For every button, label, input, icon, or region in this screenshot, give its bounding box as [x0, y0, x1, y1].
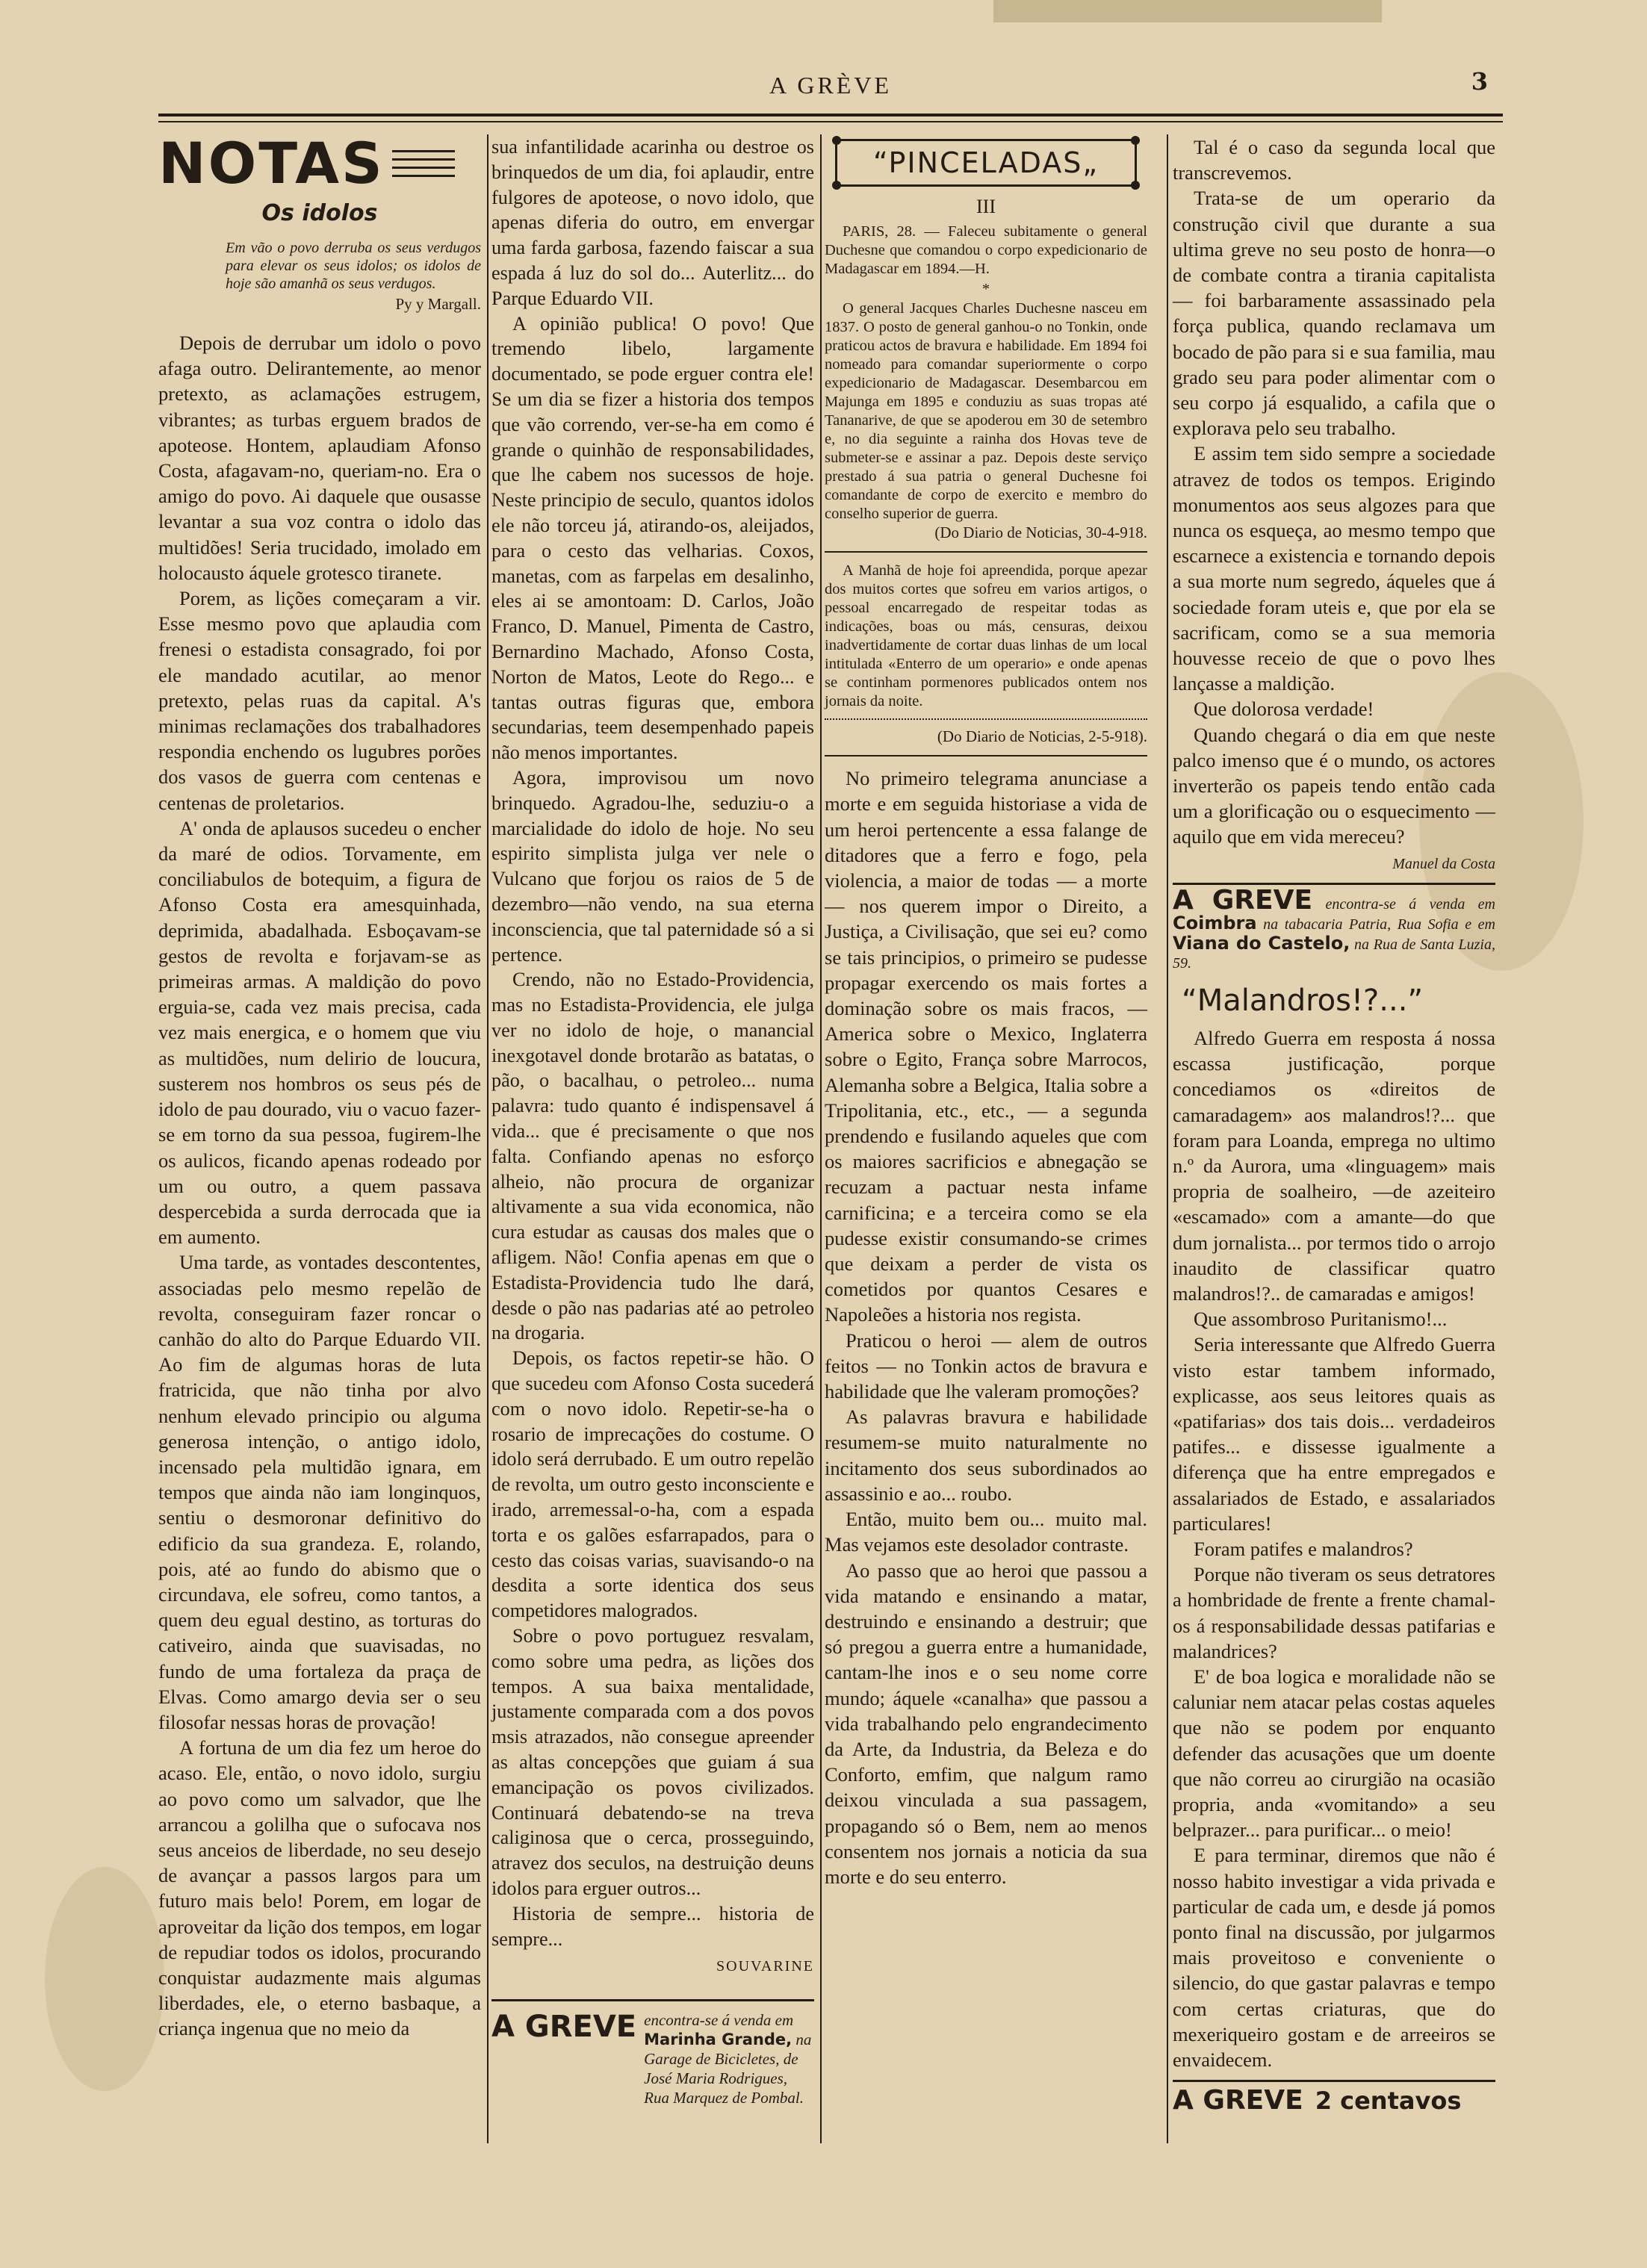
heading-ornament — [392, 150, 455, 177]
paragraph: Que assombroso Puritanismo!... — [1194, 1308, 1448, 1331]
news-quote: PARIS, 28. — Faleceu subitamente o general Duchesne que comandou o corpo expedicionario de Madagascar em 1894.—H. — [825, 223, 1147, 278]
article-title: “Malandros!?...” — [1182, 983, 1424, 1018]
price-advert — [1173, 2080, 1495, 2116]
pinceladas-title-box — [835, 139, 1137, 187]
news-quote: A Manhã de hoje foi apreendida, porque apezar dos muitos cortes que sofreu em varios artigos, o pessoal encarregado de respeitar todas as indicações, boas ou más, censuras, deixou inadvertidamente de cortar duas linhas de um local intitulada «Enterro de um operario» e onde apenas se continham pormenores publicados ontem nos jornais da noite. — [825, 562, 1147, 710]
advert-text-a: encontra-se á venda em — [644, 2011, 794, 2030]
paragraph: Então, muito bem ou... muito mal. Mas vejamos este desolador contraste. — [825, 1508, 1147, 1556]
header-rule-thin — [158, 121, 1503, 122]
paragraph: Depois de derrubar um idolo o povo afaga outro. Delirantemente, ao menor pretexto, as aclamações estrugem, vibrantes; as turbas erguem brados de apoteose. Hontem, aplaudiam Afonso Costa, afagavam-no, queriam-no. Era o amigo do povo. Ai daquele que ousasse levantar a sua voz contra o idolo das multidões! Seria trucidado, imolado em holocausto áquele grotesco tiranete. — [158, 332, 481, 584]
column-divider — [1167, 134, 1168, 2143]
paragraph: Historia de sempre... historia de sempre... — [491, 1902, 814, 1950]
advert-place: Marinha Grande, — [644, 2031, 793, 2049]
column-3 — [825, 134, 1147, 1889]
paragraph: Uma tarde, as vontades descontentes, associadas pelo mesmo repelão de revolta, conseguiram fazer roncar o canhão do alto do Parque Eduardo VII. Ao fim de algumas horas de luta fratricida, que não tinha por alvo nenhum elevado principio ou alguma generosa intenção, o antigo idolo, incensado pela multidão ignara, em tempos que ainda não iam longinquos, sentiu o desmoronar definitivo do edificio da sua grandeza. E, rolando, pois, até ao fundo do abismo que o circundava, ele sofreu, como tantos, a quem deu egual destino, as torturas do cativeiro, ainda que suavisadas, no fundo de uma fortaleza da praça de Elvas. Como amargo devia ser o seu filosofar nessas horas de provação! — [158, 1251, 481, 1733]
paragraph: Agora, improvisou um novo brinquedo. Agradou-lhe, seduziu-o a marcialidade do idolo de hoje. No seu espirito simplista julga ver nele o Vulcano que forjou os raios de 5 de dezembro—não vendo, na sua eterna inconsciencia, que tal paternidade só a si pertence. — [491, 766, 814, 966]
advert-brand: A GREVE — [1173, 2085, 1303, 2116]
paragraph: sua infantilidade acarinha ou destroe os brinquedos de um dia, foi aplaudir, entre fulgores de apoteose, o novo idolo, que apenas diferia do outro, em envergar uma farda garbosa, fazendo faiscar a sua espada á luz do sol do... Auterlitz... do Parque Eduardo VII. — [491, 136, 814, 309]
page-content — [149, 57, 1516, 2208]
section-title: NOTAS — [158, 130, 385, 196]
paragraph: A fortuna de um dia fez um heroe do acaso. Ele, então, o novo idolo, surgiu ao povo como um salvador, que lhe arrancou a golilha que o sufocava nos seus anceios de liberdade, no seu desejo de avançar a passos largos para um futuro mais belo! Porem, em logar de aproveitar da lição dos tempos, em logar de repudiar todos os idolos, procurando conquistar audazmente mais algumas liberdades, ele, o eterno basbaque, a criança ingenua que no meio da — [158, 1736, 481, 2040]
divider — [825, 755, 1147, 756]
paragraph: Alfredo Guerra em resposta á nossa escassa justificação, porque concediamos os «direitos de camaradagem» aos malandros!?... que foram para Loanda, emprega no ultimo n.º da Aurora, uma «linguagem» mais propria de soalheiro, —de azeiteiro «escamado» com a amante—do que dum jornalista... por termos tido o arrojo inaudito de classificar quatro malandros!?.. de camaradas e amigos! — [1173, 1026, 1495, 1305]
advert-price: 2 centavos — [1315, 2087, 1462, 2116]
header-rule — [158, 114, 1503, 116]
news-quote: O general Jacques Charles Duchesne nasceu em 1837. O posto de general ganhou-o no Tonkin, onde praticou actos de bravura e habilidade. Em 1894 foi nomeado para comandar superiormente o corpo expedicionario de Madagascar. Desembarcou em Majunga em 1895 e conduziu as suas tropas até Tananarive, de que se apoderou em 30 de setembro e, no dia seguinte a rainha dos Hovas teve de submeter-se e assinar a paz. Depois deste serviço prestado á sua patria o general Duchesne foi comandante de corpo de exercito e membro do conselho superior de guerra. — [825, 300, 1147, 523]
notas-heading — [158, 130, 481, 196]
advert-city: Coimbra — [1173, 912, 1257, 933]
news-source: (Do Diario de Noticias, 30-4-918. — [934, 523, 1147, 542]
advert-text-b: na Garage de Bicicletes, de José Maria Rodrigues, Rua Marquez de Pombal. — [644, 2031, 812, 2107]
column-2 — [491, 134, 814, 2107]
paragraph: A opinião publica! O povo! Que tremendo libelo, largamente documentado, se pode erguer contra ele! Se um dia se fizer a historia dos tempos que vão correndo, ver-se-ha em como é grande o quinhão de responsabilidades, que lhe cabem nos sucessos de hoje. Neste principio de seculo, quantos idolos ele não torceu já, atirando-os, aleijados, para o cesto das velharias. Coxos, manetas, com as farpelas em desalinho, eles ai se amontoam: D. Carlos, João Franco, D. Manuel, Pimenta de Castro, Bernardino Machado, Afonso Costa, Norton de Matos, Leote do Rego... e tantas outras figuras que, embora secundarias, teem desempenhado papeis não menos importantes. — [491, 312, 814, 764]
epigraph: Em vão o povo derruba os seus verdugos para elevar os seus idolos; os idolos de hoje são amanhã os seus verdugos. — [226, 240, 481, 292]
news-source: (Do Diario de Noticias, 2-5-918). — [937, 727, 1147, 746]
advert-brand: A GREVE — [491, 2010, 637, 2045]
article-signature: SOUVARINE — [716, 1958, 814, 1975]
paragraph: Crendo, não no Estado-Providencia, mas no Estadista-Providencia, ele julga ver no idolo de hoje, o manancial inexgotavel donde brotarão as batatas, o pão, o bacalhau, o petroleo... numa palavra: tudo quanto é indispensavel á vida... que é precisamente o que nos falta. Confiando apenas no esforço alheio, não procura de organizar altivamente a sua vida economica, não cura estudar as causas dos males que o afligem. Não! Confia apenas em que o Estadista-Providencia tudo lhe dará, desde o pão nas padarias até ao petroleo na drogaria. — [491, 969, 814, 1344]
paper-stain — [45, 1867, 164, 2091]
paragraph: Porque não tiveram os seus detratores a hombridade de frente a frente chamal-os á responsabilidade dessas patifarias e malandrices? — [1173, 1563, 1495, 1662]
paragraph: Seria interessante que Alfredo Guerra visto estar tambem informado, explicasse, aos seus leitores quais as «patifarias» dos tais dois... verdadeiros patifes... e dissesse igualmente a diferença que ha entre empregados e assalariados de Estado, e assalariados particulares! — [1173, 1333, 1495, 1535]
paragraph: Tal é o caso da segunda local que transcrevemos. — [1173, 136, 1495, 184]
paragraph: Quando chegará o dia em que neste palco imenso que é o mundo, os actores inverterão os papeis tendo então cada um a glorificação ou o esquecimento — aquilo que em vida mereceu? — [1173, 723, 1495, 848]
paragraph: E assim tem sido sempre a sociedade atravez de todos os tempos. Erigindo monumentos aos seus algozes para que nunca os esqueça, ao mesmo tempo que escarnece a existencia e tornando depois a sua morte num segredo, áqueles que á sociedade foram uteis e, que por ela se sacrificam, como se a sua memoria houvesse receio de que o povo lhes lançasse a maldição. — [1173, 442, 1495, 695]
advert-text-b: na tabacaria Patria, Rua Sofia e em — [1263, 916, 1495, 933]
column-divider — [487, 134, 488, 2143]
section-title: “PINCELADAS„ — [872, 146, 1099, 179]
paragraph: Que dolorosa verdade! — [1194, 698, 1374, 721]
paragraph: Foram patifes e malandros? — [1194, 1537, 1413, 1560]
advert-brand: A GREVE — [1173, 884, 1313, 916]
column-1 — [158, 130, 481, 2042]
paragraph: Sobre o povo portuguez resvalam, como sobre uma pedra, as lições dos tempos. A sua baixa mentalidade, justamente comparada com a dos povos msis atrazados, não consegue apreender as altas concepções que guiam á sua emancipação os povos civilizados. Continuará debatendo-se na treva caliginosa que o cerca, prosseguindo, atravez dos seculos, na destruição deuns idolos para erguer outros... — [491, 1625, 814, 1899]
paragraph: Porem, as lições começaram a vir. Esse mesmo povo que aplaudia com frenesi o estadista consagrado, foi por ele mandado acutilar, ao menor pretexto, pelas ruas da capital. A's minimas reclamações dos trabalhadores respondia enchendo os lugubres porões dos vasos de guerra com centenas e centenas de proletarios. — [158, 587, 481, 814]
sales-advert — [1173, 883, 1495, 973]
advert-text-a: encontra-se á venda em — [1325, 895, 1495, 913]
article-title: Os idolos — [261, 200, 378, 226]
page-number: 3 — [1471, 67, 1488, 96]
paragraph: A' onda de aplausos sucedeu o encher da maré de odios. Torvamente, em conciliabulos de botequim, a figura de Afonso Costa era amesquinhada, deprimida, abadalhada. Esboçavam-se gestos de revolta e forjavam-se as primeiras armas. A maldição do povo erguia-se, cada vez mais precisa, cada vez mais energica, e o homem que viu as multidões, num delirio de loucura, susterem nos hombros os seus pés de idolo de pau dourado, viu o vacuo fazer-se em torno da sua pessoa, fugirem-lhe os aulicos, ficando apenas rodeado por um ou outro, a quem passava despercebida a surda derrocada que ia em aumento. — [158, 816, 481, 1249]
divider — [825, 551, 1147, 553]
paragraph: Ao passo que ao heroi que passou a vida matando e ensinando a matar, destruindo e ensinando a destruir; que só pregou a guerra entre a humanidade, cantam-lhe inos e o seu nome corre mundo; áquele «canalha» que passou a vida trabalhando pelo engrandecimento da Arte, da Industria, da Beleza e do Conforto, emfim, que nalgum ramo deixou vinculada a sua passagem, propagando só o Bem, nem ao menos consentem nos jornais a noticia da sua morte e do seu enterro. — [825, 1559, 1147, 1888]
column-4 — [1173, 134, 1495, 2116]
sales-advert — [491, 1999, 814, 2107]
paragraph: E para terminar, diremos que não é nosso habito investigar a vida privada e particular de cada um, e desde já pomos ponto final na discussão, por julgarmos mais proveitoso e conveniente o silencio, do que gastar palavras e tempo com certas criaturas, que do mexeriqueiro gostam e de arreeiros se envaidecem. — [1173, 1844, 1495, 2072]
paragraph: Trata-se de um operario da construção civil que durante a sua ultima greve no seu posto de honra—o de combate contra a tirania capitalista — foi barbaramente assassinado pela força publica, quando reclamava um bocado de pão para si e sua familia, mau grado seu para poder alimentar com o seu corpo já esqualido, a cafila que o explorava pelo seu trabalho. — [1173, 187, 1495, 440]
paragraph: Depois, os factos repetir-se hão. O que sucedeu com Afonso Costa sucederá com o novo idolo. Repetir-se-ha o rosario de imprecações do costume. O idolo será derrubado. E um outro repelão de revolta, um outro gesto inconsciente e irado, arremessal-o-ha, com a espada torta e os galões esfarrapados, para o cesto das coisas varias, suavisando-o na desdita a sorte identica dos seus competidores malogrados. — [491, 1347, 814, 1622]
quoted-news — [825, 223, 1147, 756]
paragraph: Praticou o heroi — alem de outros feitos — no Tonkin actos de bravura e habilidade que lhe valeram promoções? — [825, 1329, 1147, 1403]
advert-text-c: na Rua de Santa Luzia, 59. — [1173, 936, 1495, 972]
divider — [825, 718, 1147, 720]
advert-text — [644, 2010, 814, 2107]
paragraph: No primeiro telegrama anunciase a morte e em seguida historiase a vida de um heroi pertencente a essa falange de ditadores que a ferro e fogo, pela violencia, a maior de todas — a morte — nos querem impor o Direito, a Justiça, a Civilisação, que sei eu? como se tais principios, o primeiro se pudesse propagar exercendo os mais fortes a dominação sobre os mais fracos, — America sobre o Mexico, Inglaterra sobre o Egito, França sobre Marrocos, Alemanha sobre a Belgica, Italia sobre a Tripolitania, etc., etc., — a segunda prendendo e fusilando aqueles que com os maiores sacrificios e abnegação se recuzam a pactuar nesta infame carnificina; e a terceira como se ela pudesse existir consumando-se crimes que deixam a perder de vista os cometidos por quantos Cesares e Napoleões a historia nos regista. — [825, 767, 1147, 1326]
paragraph: E' de boa logica e moralidade não se caluniar nem atacar pelas costas aqueles que não se podem por enquanto defender das acusações que um doente que não correu ao cirurgião na ocasião propria, anda «vomitando» a seu belprazer... para purificar... o meio! — [1173, 1665, 1495, 1842]
paragraph: As palavras bravura e habilidade resumem-se muito naturalmente no incitamento dos seus subordinados ao assassinio e ao... roubo. — [825, 1405, 1147, 1505]
article-author: Manuel da Costa — [1392, 855, 1495, 872]
column-divider — [820, 134, 822, 2143]
epigraph-author: Py y Margall. — [395, 295, 481, 313]
advert-city: Viana do Castelo, — [1173, 932, 1350, 954]
page-header — [158, 57, 1503, 109]
paper-tear — [993, 0, 1382, 22]
separator-star: * — [981, 281, 990, 298]
section-number: III — [976, 196, 996, 217]
newspaper-title: A GRÈVE — [769, 72, 892, 99]
